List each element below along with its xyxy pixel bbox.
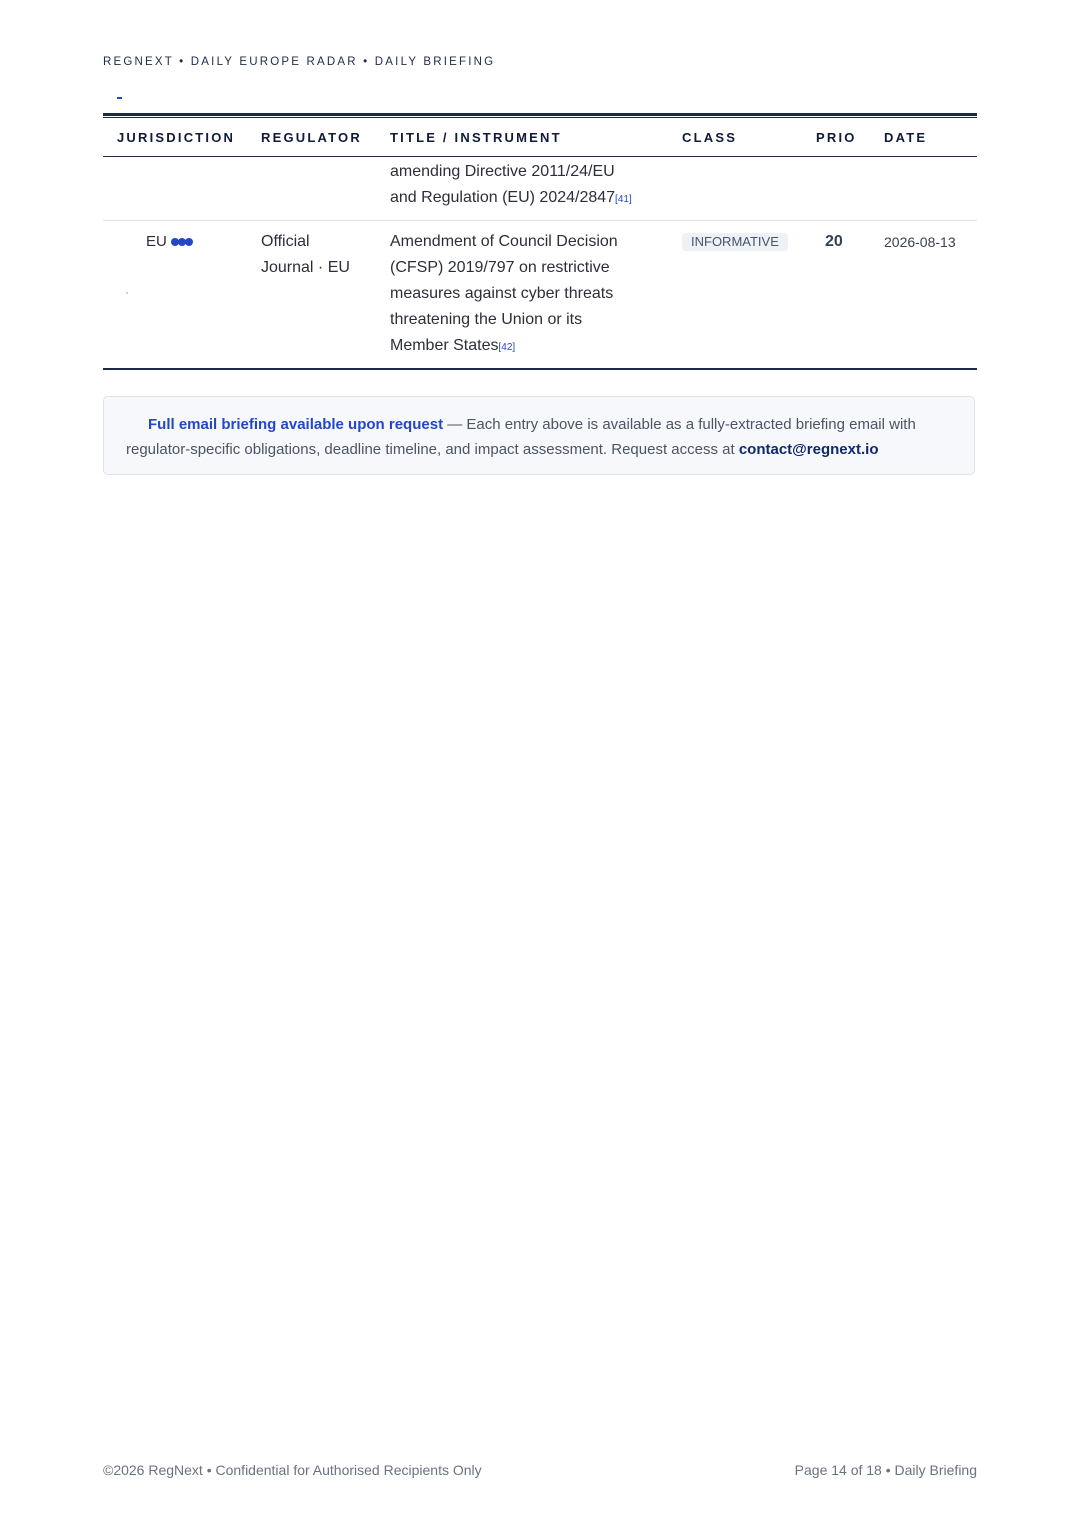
briefing-request-note [103, 396, 975, 475]
col-header-jurisdiction: JURISDICTION [103, 118, 261, 157]
regulator-line: Journal · EU [261, 259, 350, 276]
table-row-continued [103, 157, 977, 221]
cell-title [390, 221, 682, 370]
priority-value: 20 [825, 233, 843, 250]
cell-jurisdiction [103, 221, 261, 370]
title-line-text: and Regulation (EU) 2024/2847 [390, 189, 616, 206]
cell-prio [816, 221, 884, 370]
note-text: — Each entry above is available as a fully-extracted briefing email with regulator-specific obligations, deadline timeline, and impact assessment. Request access at [126, 416, 916, 458]
col-header-regulator: REGULATOR [261, 118, 390, 157]
accent-mark [117, 97, 122, 99]
jurisdiction-code: EU [146, 233, 167, 250]
document-header: REGNEXT • DAILY EUROPE RADAR • DAILY BRIEFING [103, 56, 496, 68]
class-badge: INFORMATIVE [682, 233, 788, 251]
title-line-text: Member States [390, 337, 499, 354]
briefing-table [103, 113, 977, 370]
table-row [103, 221, 977, 370]
date-value: 2026-08-13 [884, 234, 956, 250]
jurisdiction-value [103, 229, 261, 255]
table-top-rule [103, 113, 977, 116]
regulator-line: Official [261, 233, 310, 250]
reference-link[interactable]: [41] [615, 194, 632, 205]
cell-regulator [261, 157, 390, 221]
cell-class [682, 157, 816, 221]
reference-link[interactable]: [42] [498, 342, 516, 353]
relevance-dots-icon [171, 229, 192, 255]
title-line [390, 333, 682, 361]
footer-copyright: ©2026 RegNext • Confidential for Authorised Recipients Only [103, 1462, 482, 1478]
col-header-class: CLASS [682, 118, 816, 157]
title-line: amending Directive 2011/24/EU [390, 163, 615, 180]
cell-regulator [261, 221, 390, 370]
footer-page-number: Page 14 of 18 • Daily Briefing [794, 1462, 977, 1478]
cell-date [884, 221, 977, 370]
cell-jurisdiction [103, 157, 261, 221]
col-header-date: DATE [884, 118, 977, 157]
marker-dot [126, 292, 128, 294]
cell-prio [816, 157, 884, 221]
cell-class [682, 221, 816, 370]
col-header-title: TITLE / INSTRUMENT [390, 118, 682, 157]
title-line [390, 185, 682, 213]
contact-email-link[interactable]: contact@regnext.io [738, 441, 879, 458]
note-lead: Full email briefing available upon request [148, 416, 444, 433]
table-header-row [103, 118, 977, 157]
col-header-prio: PRIO [816, 118, 884, 157]
cell-date [884, 157, 977, 221]
title-line: (CFSP) 2019/797 on restrictive [390, 259, 610, 276]
title-line: Amendment of Council Decision [390, 233, 618, 250]
cell-title [390, 157, 682, 221]
title-line: threatening the Union or its [390, 311, 583, 328]
title-line: measures against cyber threats [390, 285, 614, 302]
